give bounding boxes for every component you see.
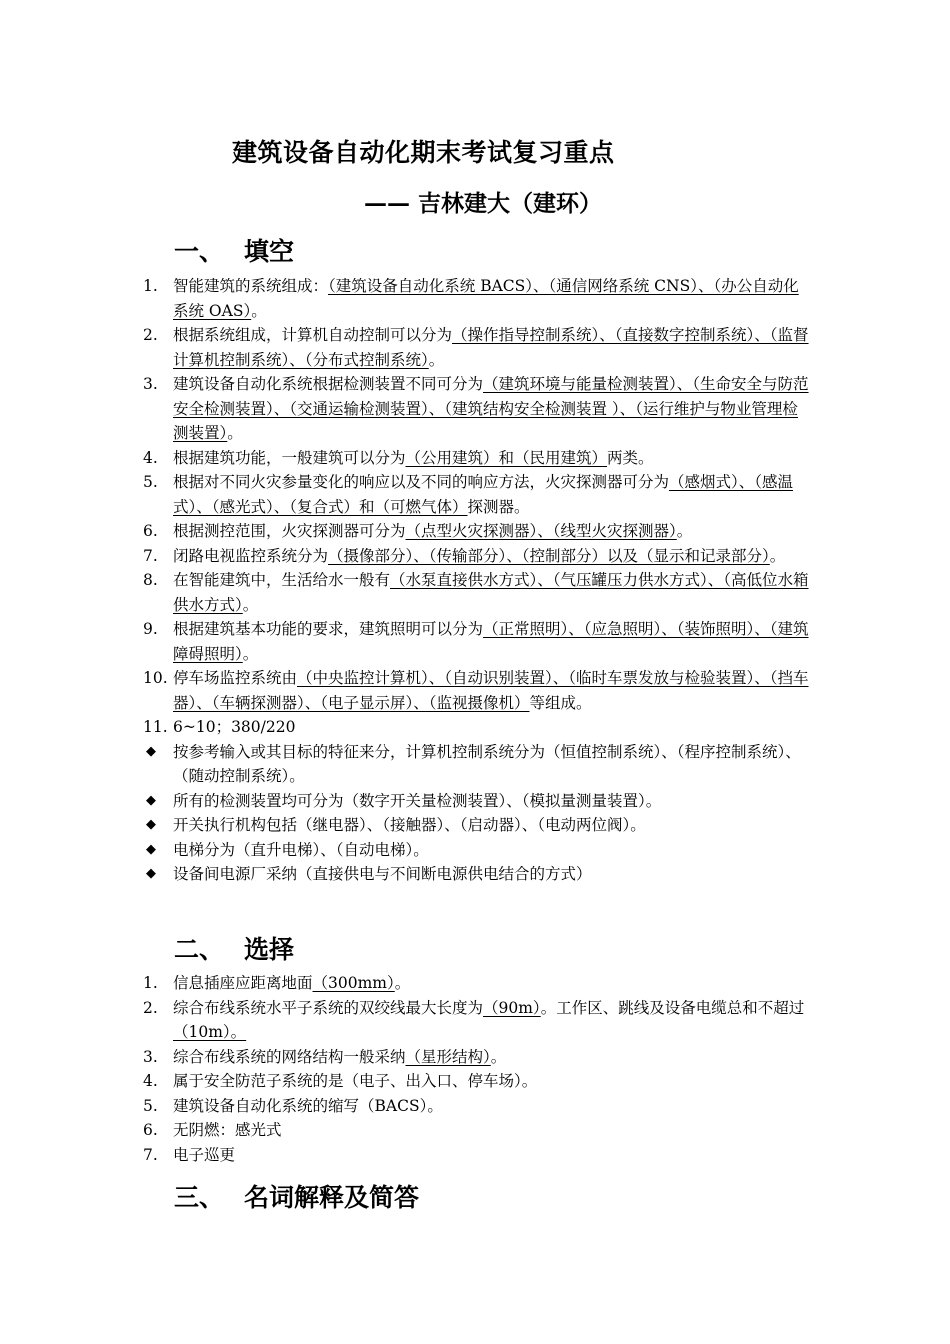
item-text: 综合布线系统的网络结构一般采纳 — [173, 1047, 406, 1066]
item-text: 根据建筑基本功能的要求，建筑照明可以分为 — [173, 620, 484, 638]
item-number: 4. — [143, 1072, 158, 1090]
item-text: 智能建筑的系统组成： — [173, 277, 329, 295]
item-number: 9. — [143, 620, 158, 638]
item-number: 6. — [143, 522, 158, 540]
item-tail: 。 — [769, 546, 786, 565]
bullet-text: 所有的检测装置均可分为（数字开关量检测装置）、（模拟量测量装置）。 — [173, 791, 662, 810]
item-number: 11. — [143, 718, 168, 736]
item-tail: 。 — [242, 595, 259, 614]
item-tail: 两类。 — [607, 448, 654, 467]
bullet-item — [0, 740, 950, 789]
answer-text: （点型火灾探测器）、（线型火灾探测器） — [405, 522, 677, 540]
list-item — [0, 1094, 950, 1119]
list-item — [0, 544, 950, 569]
answer-text: （正常照明）、（应急照明）、（装饰照明）、（建筑障碍照明） — [173, 620, 809, 663]
answer-text: （建筑设备自动化系统 BACS）、（通信网络系统 CNS）、（办公自动化系统 OAS） — [173, 277, 799, 320]
bullet-text: 按参考输入或其目标的特征来分，计算机控制系统分为（恒值控制系统）、（程序控制系统）、（随动控制系统）。 — [173, 742, 801, 785]
bullet-text: 电梯分为（直升电梯）、（自动电梯）。 — [173, 840, 429, 859]
section-heading-choice — [174, 930, 294, 966]
diamond-bullet-icon: ◆ — [146, 841, 156, 857]
item-number: 2. — [143, 326, 158, 344]
item-text: 6~10；380/220 — [173, 718, 296, 736]
answer-text: （摄像部分）、（传输部分）、（控制部分）以及（显示和记录部分） — [328, 546, 770, 565]
list-item — [0, 971, 950, 996]
section-label: 选择 — [244, 935, 295, 964]
section-label: 名词解释及简答 — [244, 1183, 420, 1212]
item-tail: 。 — [676, 522, 693, 540]
item-text: 闭路电视监控系统分为 — [173, 546, 329, 565]
item-text: 在智能建筑中，生活给水一般有 — [173, 571, 391, 589]
answer-text: （水泵直接供水方式）、（气压罐压力供水方式）、（高低位水箱供水方式） — [173, 571, 809, 614]
item-number: 2. — [143, 998, 158, 1017]
item-text: 综合布线系统水平子系统的双绞线最大长度为 — [173, 998, 484, 1017]
answer-text: （300mm） — [312, 974, 395, 992]
list-item — [0, 446, 950, 471]
item-text: 属于安全防范子系统的是（电子、出入口、停车场）。 — [173, 1072, 538, 1090]
answer-text: （建筑环境与能量检测装置）、（生命安全与防范安全检测装置）、（交通运输检测装置）、（建筑结构安全检测装置 ）、（运行维护与物业管理检测装置） — [173, 375, 809, 442]
answer-text: （90m） — [483, 998, 541, 1017]
list-item — [0, 617, 950, 666]
item-number: 1. — [143, 974, 158, 992]
item-text: 根据建筑功能，一般建筑可以分为 — [173, 448, 406, 467]
item-tail: 。 — [428, 350, 445, 369]
bullet-item — [0, 789, 950, 814]
diamond-bullet-icon: ◆ — [146, 866, 156, 881]
list-item — [0, 1143, 950, 1168]
choice-list — [0, 971, 950, 1167]
item-number: 10. — [143, 669, 168, 687]
item-tail: 。 — [242, 644, 259, 663]
item-tail: 等组成。 — [529, 693, 592, 712]
page-subtitle: —— 吉林建大（建环） — [364, 190, 603, 217]
bullet-item — [0, 813, 950, 838]
item-number: 5. — [143, 473, 158, 491]
list-item — [0, 666, 950, 715]
answer-text: （10m）。 — [173, 1023, 247, 1041]
item-number: 7. — [143, 546, 158, 565]
diamond-bullet-icon: ◆ — [146, 792, 156, 808]
section-number: 三、 — [174, 1183, 225, 1212]
item-number: 7. — [143, 1145, 158, 1164]
section-number: 一、 — [174, 237, 225, 266]
bullet-item — [0, 838, 950, 863]
answer-text: （中央监控计算机）、（自动识别装置）、（临时车票发放与检验装置）、（挡车器）、（车辆探测器）、（电子显示屏）、（监视摄像机） — [173, 669, 809, 712]
item-number: 1. — [143, 277, 158, 295]
bullet-text: 开关执行机构包括（继电器）、（接触器）、（启动器）、（电动两位阀）。 — [173, 816, 646, 834]
item-tail: 。 — [394, 974, 411, 992]
item-number: 3. — [143, 1047, 158, 1066]
item-tail: 。 — [227, 424, 243, 442]
list-item — [0, 1118, 950, 1143]
answer-text: （星形结构） — [405, 1047, 491, 1066]
fill-blank-list — [0, 274, 950, 887]
section-heading-fill — [174, 232, 294, 268]
diamond-bullet-icon: ◆ — [146, 743, 156, 759]
list-item — [0, 470, 950, 519]
item-text: 电子巡更 — [173, 1145, 236, 1164]
list-item — [0, 372, 950, 446]
item-number: 5. — [143, 1096, 158, 1115]
list-item — [0, 323, 950, 372]
item-tail: 。 — [251, 301, 267, 320]
section-label: 填空 — [244, 237, 295, 266]
section-number: 二、 — [174, 935, 225, 964]
item-text: 根据系统组成，计算机自动控制可以分为 — [173, 326, 453, 344]
list-item — [0, 274, 950, 323]
item-number: 4. — [143, 448, 158, 467]
item-text: 根据对不同火灾参量变化的响应以及不同的响应方法，火灾探测器可分为 — [173, 473, 670, 491]
list-item — [0, 568, 950, 617]
item-text: 建筑设备自动化系统的缩写（BACS）。 — [173, 1096, 443, 1115]
page-title: 建筑设备自动化期末考试复习重点 — [232, 138, 615, 167]
item-text: 建筑设备自动化系统根据检测装置不同可分为 — [173, 375, 484, 393]
item-number: 3. — [143, 375, 158, 393]
list-item — [0, 1045, 950, 1070]
item-tail: 。 — [490, 1047, 507, 1066]
list-item — [0, 519, 950, 544]
bullet-text: 设备间电源厂采纳（直接供电与不间断电源供电结合的方式） — [173, 865, 592, 883]
list-item — [0, 715, 950, 740]
answer-text: （感烟式）、（感温式）、（感光式）、（复合式）和（可燃气体） — [173, 473, 794, 516]
answer-text: （公用建筑）和（民用建筑） — [405, 448, 608, 467]
list-item — [0, 996, 950, 1045]
answer-text: （操作指导控制系统）、（直接数字控制系统）、（监督计算机控制系统）、（分布式控制系统） — [173, 326, 809, 369]
item-text: 无阴燃：感光式 — [173, 1121, 282, 1139]
item-text: 停车场监控系统由 — [173, 669, 298, 687]
list-item — [0, 1069, 950, 1094]
item-number: 6. — [143, 1121, 158, 1139]
item-tail: 。工作区、跳线及设备电缆总和不超过 — [540, 998, 805, 1017]
item-text: 根据测控范围，火灾探测器可分为 — [173, 522, 406, 540]
item-text: 信息插座应距离地面 — [173, 974, 313, 992]
section-heading-definitions — [174, 1178, 419, 1214]
item-number: 8. — [143, 571, 158, 589]
diamond-bullet-icon: ◆ — [146, 817, 156, 832]
bullet-item — [0, 862, 950, 887]
item-tail: 探测器。 — [467, 497, 530, 516]
